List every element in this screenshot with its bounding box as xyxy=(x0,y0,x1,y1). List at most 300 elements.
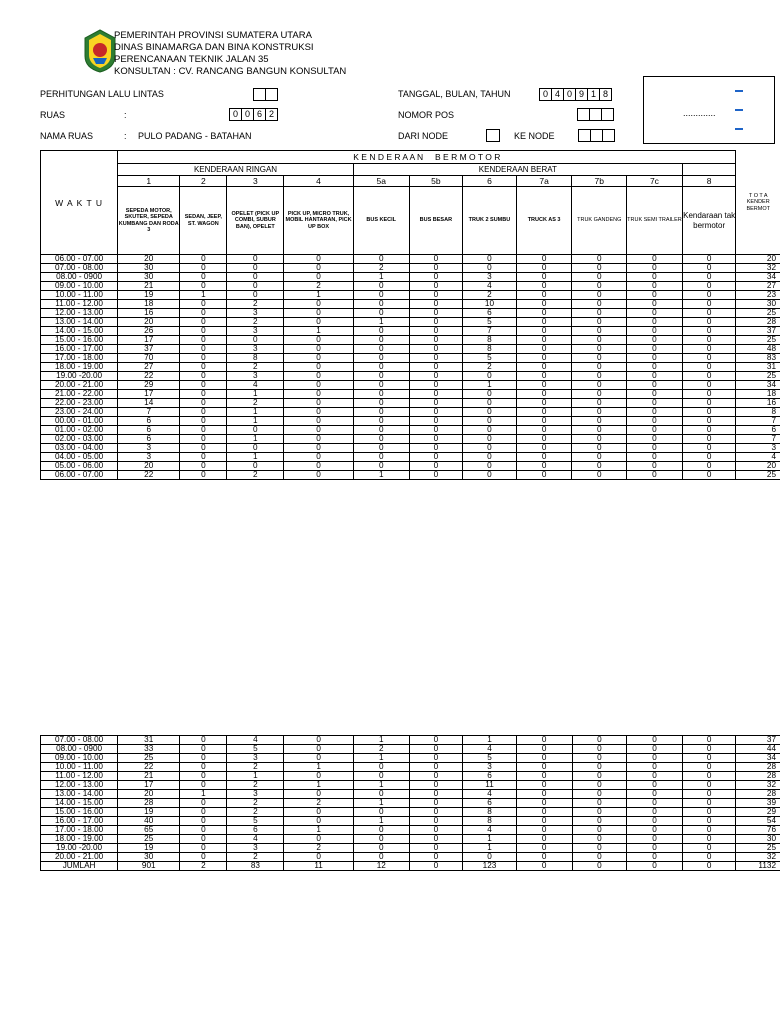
count-cell: 0 xyxy=(516,853,572,862)
total-cell: 37 xyxy=(736,327,780,336)
time-cell: 18.00 - 19.00 xyxy=(41,363,118,372)
count-cell: 0 xyxy=(572,763,627,772)
ruas-digits[interactable]: 0 0 6 2 xyxy=(230,108,278,121)
count-cell: 0 xyxy=(627,444,683,453)
count-cell: 3 xyxy=(227,345,284,354)
count-cell: 11 xyxy=(284,862,354,871)
count-cell: 0 xyxy=(409,444,463,453)
count-cell: 0 xyxy=(627,799,683,808)
count-cell: 0 xyxy=(572,336,627,345)
count-cell: 0 xyxy=(353,327,409,336)
count-cell: 0 xyxy=(682,444,736,453)
count-cell: 1 xyxy=(180,790,227,799)
count-cell: 0 xyxy=(572,745,627,754)
blue-mark xyxy=(735,90,743,92)
dari-node-label: DARI NODE xyxy=(398,131,449,141)
count-cell: 0 xyxy=(627,462,683,471)
count-cell: 0 xyxy=(409,354,463,363)
count-cell: 0 xyxy=(353,390,409,399)
total-cell: 34 xyxy=(736,754,780,763)
total-cell: 16 xyxy=(736,399,780,408)
count-cell: 20 xyxy=(118,318,180,327)
count-cell: 0 xyxy=(180,381,227,390)
count-cell: 0 xyxy=(572,300,627,309)
count-cell: 0 xyxy=(516,826,572,835)
count-cell: 0 xyxy=(180,417,227,426)
count-cell: 2 xyxy=(227,763,284,772)
count-cell: 0 xyxy=(353,453,409,462)
time-cell: 08.00 - 0900 xyxy=(41,745,118,754)
total-cell: 32 xyxy=(736,781,780,790)
count-cell: 17 xyxy=(118,390,180,399)
header-line-1: PEMERINTAH PROVINSI SUMATERA UTARA xyxy=(114,30,312,41)
count-cell: 0 xyxy=(627,817,683,826)
count-cell: 0 xyxy=(682,282,736,291)
count-cell: 0 xyxy=(572,318,627,327)
count-cell: 21 xyxy=(118,282,180,291)
count-cell: 3 xyxy=(118,444,180,453)
ringan-header: KENDERAAN RINGAN xyxy=(118,164,354,176)
time-cell: 14.00 - 15.00 xyxy=(41,327,118,336)
count-cell: 2 xyxy=(227,399,284,408)
count-cell: 0 xyxy=(463,264,517,273)
count-cell: 0 xyxy=(627,381,683,390)
count-cell: 1 xyxy=(180,291,227,300)
count-cell: 0 xyxy=(682,318,736,327)
province-logo xyxy=(82,28,118,74)
count-cell: 0 xyxy=(682,817,736,826)
total-cell: 7 xyxy=(736,435,780,444)
count-cell: 2 xyxy=(180,862,227,871)
count-cell: 0 xyxy=(627,345,683,354)
col-number-4: 4 xyxy=(284,176,354,187)
count-cell: 0 xyxy=(682,435,736,444)
count-cell: 0 xyxy=(180,736,227,745)
count-cell: 20 xyxy=(118,790,180,799)
count-cell: 0 xyxy=(463,853,517,862)
count-cell: 0 xyxy=(516,264,572,273)
total-cell: 27 xyxy=(736,282,780,291)
count-cell: 3 xyxy=(227,754,284,763)
count-cell: 0 xyxy=(627,745,683,754)
count-cell: 0 xyxy=(180,327,227,336)
count-cell: 0 xyxy=(284,853,354,862)
total-cell: 32 xyxy=(736,264,780,273)
nama-ruas-label: NAMA RUAS xyxy=(40,131,94,141)
dari-node-box[interactable] xyxy=(487,129,500,142)
count-cell: 0 xyxy=(284,318,354,327)
total-cell: 7 xyxy=(736,417,780,426)
table-row xyxy=(41,417,780,426)
count-cell: 0 xyxy=(572,808,627,817)
count-cell: 1 xyxy=(463,736,517,745)
count-cell: 0 xyxy=(627,826,683,835)
count-cell: 0 xyxy=(682,408,736,417)
count-cell: 0 xyxy=(284,754,354,763)
time-cell: 13.00 - 14.00 xyxy=(41,318,118,327)
count-cell: 0 xyxy=(682,745,736,754)
count-cell: 0 xyxy=(682,255,736,264)
count-cell: 0 xyxy=(409,471,463,480)
count-cell: 19 xyxy=(118,291,180,300)
count-cell: 0 xyxy=(516,327,572,336)
count-cell: 0 xyxy=(682,808,736,817)
count-cell: 0 xyxy=(572,354,627,363)
col-name-7b: TRUK GANDENG xyxy=(572,187,627,255)
time-cell: 12.00 - 13.00 xyxy=(41,309,118,318)
count-cell: 0 xyxy=(353,300,409,309)
count-cell: 0 xyxy=(227,336,284,345)
count-cell: 0 xyxy=(572,417,627,426)
count-cell: 0 xyxy=(627,291,683,300)
count-cell: 0 xyxy=(409,399,463,408)
count-cell: 0 xyxy=(516,844,572,853)
time-cell: 19.00 -20.00 xyxy=(41,844,118,853)
table-row xyxy=(41,444,780,453)
count-cell: 0 xyxy=(572,426,627,435)
count-cell: 0 xyxy=(180,345,227,354)
ke-node-boxes[interactable] xyxy=(579,129,615,142)
count-cell: 0 xyxy=(463,435,517,444)
count-cell: 0 xyxy=(409,282,463,291)
count-cell: 2 xyxy=(284,799,354,808)
count-cell: 0 xyxy=(572,345,627,354)
count-cell: 0 xyxy=(682,381,736,390)
col-name-2: SEDAN, JEEP, ST. WAGON xyxy=(180,187,227,255)
count-cell: 0 xyxy=(409,790,463,799)
count-cell: 0 xyxy=(516,291,572,300)
count-cell: 0 xyxy=(682,372,736,381)
count-cell: 1 xyxy=(353,273,409,282)
count-cell: 0 xyxy=(180,435,227,444)
count-cell: 0 xyxy=(516,309,572,318)
count-cell: 0 xyxy=(516,772,572,781)
count-cell: 3 xyxy=(463,763,517,772)
count-cell: 0 xyxy=(284,354,354,363)
count-cell: 0 xyxy=(227,255,284,264)
count-cell: 2 xyxy=(353,745,409,754)
count-cell: 30 xyxy=(118,264,180,273)
count-cell: 0 xyxy=(682,835,736,844)
count-cell: 0 xyxy=(682,790,736,799)
count-cell: 0 xyxy=(682,327,736,336)
count-cell: 0 xyxy=(516,381,572,390)
count-cell: 18 xyxy=(118,300,180,309)
count-cell: 1 xyxy=(284,826,354,835)
count-cell: 0 xyxy=(180,390,227,399)
count-cell: 0 xyxy=(409,736,463,745)
total-cell: 54 xyxy=(736,817,780,826)
count-cell: 25 xyxy=(118,754,180,763)
count-cell: 0 xyxy=(180,363,227,372)
count-cell: 0 xyxy=(284,273,354,282)
count-cell: 0 xyxy=(353,835,409,844)
count-cell: 1 xyxy=(353,736,409,745)
count-cell: 0 xyxy=(180,826,227,835)
count-cell: 1 xyxy=(353,799,409,808)
count-cell: 2 xyxy=(227,808,284,817)
blank-cell xyxy=(682,164,736,176)
count-cell: 0 xyxy=(682,363,736,372)
total-cell: 25 xyxy=(736,372,780,381)
count-cell: 0 xyxy=(353,417,409,426)
count-cell: 0 xyxy=(682,754,736,763)
count-cell: 0 xyxy=(284,390,354,399)
count-cell: 2 xyxy=(353,264,409,273)
table-row xyxy=(41,471,780,480)
count-cell: 33 xyxy=(118,745,180,754)
count-cell: 0 xyxy=(516,754,572,763)
total-cell: 28 xyxy=(736,318,780,327)
count-cell: 0 xyxy=(682,426,736,435)
count-cell: 0 xyxy=(284,372,354,381)
total-cell: 37 xyxy=(736,736,780,745)
count-cell: 0 xyxy=(180,255,227,264)
count-cell: 0 xyxy=(463,408,517,417)
count-cell: 0 xyxy=(682,399,736,408)
count-cell: 0 xyxy=(627,318,683,327)
table-title: K E N D E R A A N B E R M O T O R xyxy=(118,151,736,164)
count-cell: 6 xyxy=(118,426,180,435)
count-cell: 0 xyxy=(409,781,463,790)
count-cell: 0 xyxy=(516,390,572,399)
count-cell: 0 xyxy=(353,462,409,471)
count-cell: 0 xyxy=(516,471,572,480)
header-line-2: DINAS BINAMARGA DAN BINA KONSTRUKSI xyxy=(114,42,314,53)
time-cell: 09.00 - 10.00 xyxy=(41,754,118,763)
nomor-pos-boxes[interactable] xyxy=(578,108,614,121)
count-cell: 70 xyxy=(118,354,180,363)
count-cell: 0 xyxy=(180,318,227,327)
count-cell: 0 xyxy=(409,336,463,345)
signature-dots: ............. xyxy=(683,108,716,118)
col-number-6: 6 xyxy=(463,176,517,187)
count-cell: 25 xyxy=(118,835,180,844)
count-cell: 0 xyxy=(353,763,409,772)
count-cell: 0 xyxy=(180,444,227,453)
count-cell: 0 xyxy=(463,255,517,264)
time-cell: 20.00 - 21.00 xyxy=(41,381,118,390)
col-name-8: Kendaraan tak bermotor xyxy=(682,187,736,255)
count-cell: 0 xyxy=(516,300,572,309)
count-cell: 1 xyxy=(284,327,354,336)
count-cell: 0 xyxy=(409,844,463,853)
count-cell: 0 xyxy=(409,772,463,781)
count-cell: 0 xyxy=(353,408,409,417)
count-cell: 0 xyxy=(409,417,463,426)
count-cell: 0 xyxy=(516,354,572,363)
count-cell: 0 xyxy=(180,763,227,772)
count-cell: 6 xyxy=(118,417,180,426)
count-cell: 1 xyxy=(353,817,409,826)
count-cell: 65 xyxy=(118,826,180,835)
waktu-header: W A K T U xyxy=(41,151,118,255)
table-row xyxy=(41,862,780,871)
total-cell: 32 xyxy=(736,853,780,862)
count-cell: 0 xyxy=(409,381,463,390)
total-cell: 6 xyxy=(736,426,780,435)
time-cell: 10.00 - 11.00 xyxy=(41,291,118,300)
time-cell: 16.00 - 17.00 xyxy=(41,817,118,826)
count-cell: 0 xyxy=(353,399,409,408)
total-cell: 25 xyxy=(736,844,780,853)
count-cell: 0 xyxy=(284,417,354,426)
count-cell: 31 xyxy=(118,736,180,745)
count-cell: 0 xyxy=(572,255,627,264)
count-cell: 0 xyxy=(180,853,227,862)
table-row xyxy=(41,435,780,444)
count-cell: 1 xyxy=(227,408,284,417)
count-cell: 0 xyxy=(284,426,354,435)
count-cell: 0 xyxy=(627,273,683,282)
count-cell: 0 xyxy=(353,354,409,363)
count-cell: 0 xyxy=(180,300,227,309)
count-cell: 0 xyxy=(572,799,627,808)
time-cell: 17.00 - 18.00 xyxy=(41,354,118,363)
count-cell: 0 xyxy=(409,291,463,300)
count-cell: 2 xyxy=(227,853,284,862)
count-cell: 1 xyxy=(284,781,354,790)
time-cell: 15.00 - 16.00 xyxy=(41,336,118,345)
count-cell: 0 xyxy=(180,354,227,363)
count-cell: 1 xyxy=(227,390,284,399)
count-cell: 0 xyxy=(572,372,627,381)
count-cell: 0 xyxy=(572,291,627,300)
col-number-5b: 5b xyxy=(409,176,463,187)
count-cell: 0 xyxy=(284,772,354,781)
count-cell: 0 xyxy=(353,309,409,318)
count-cell: 0 xyxy=(516,255,572,264)
count-cell: 0 xyxy=(463,426,517,435)
count-cell: 0 xyxy=(463,453,517,462)
total-cell: 1132 xyxy=(736,862,780,871)
count-cell: 0 xyxy=(682,390,736,399)
count-cell: 0 xyxy=(180,835,227,844)
count-cell: 8 xyxy=(463,336,517,345)
count-cell: 0 xyxy=(572,862,627,871)
count-cell: 0 xyxy=(227,462,284,471)
count-cell: 0 xyxy=(409,318,463,327)
count-cell: 0 xyxy=(409,408,463,417)
count-cell: 8 xyxy=(463,817,517,826)
count-cell: 0 xyxy=(682,417,736,426)
count-cell: 0 xyxy=(682,264,736,273)
blue-mark xyxy=(735,109,743,111)
count-cell: 0 xyxy=(353,336,409,345)
count-cell: 1 xyxy=(353,754,409,763)
count-cell: 0 xyxy=(353,255,409,264)
count-cell: 0 xyxy=(227,426,284,435)
count-cell: 0 xyxy=(516,336,572,345)
header-line-3: PERENCANAAN TEKNIK JALAN 35 xyxy=(114,54,269,65)
count-cell: 0 xyxy=(353,826,409,835)
count-cell: 0 xyxy=(180,426,227,435)
time-cell: JUMLAH xyxy=(41,862,118,871)
col-name-6: TRUK 2 SUMBU xyxy=(463,187,517,255)
count-cell: 0 xyxy=(284,435,354,444)
count-cell: 8 xyxy=(227,354,284,363)
count-cell: 0 xyxy=(682,309,736,318)
total-cell: 25 xyxy=(736,336,780,345)
count-cell: 17 xyxy=(118,336,180,345)
total-cell: 39 xyxy=(736,799,780,808)
table-row xyxy=(41,399,780,408)
count-cell: 5 xyxy=(463,318,517,327)
count-cell: 0 xyxy=(682,300,736,309)
total-header: T O T A KENDER BERMOT xyxy=(736,151,780,255)
count-cell: 0 xyxy=(409,435,463,444)
count-cell: 0 xyxy=(353,363,409,372)
tanggal-digits[interactable]: 0 4 0 9 1 8 xyxy=(540,88,612,101)
time-cell: 07.00 - 08.00 xyxy=(41,264,118,273)
count-cell: 0 xyxy=(180,781,227,790)
count-cell: 21 xyxy=(118,772,180,781)
count-cell: 0 xyxy=(409,754,463,763)
count-cell: 0 xyxy=(353,853,409,862)
perhitungan-boxes[interactable] xyxy=(254,88,278,101)
count-cell: 22 xyxy=(118,763,180,772)
table-row xyxy=(41,408,780,417)
count-cell: 0 xyxy=(627,736,683,745)
time-cell: 07.00 - 08.00 xyxy=(41,736,118,745)
count-cell: 0 xyxy=(682,291,736,300)
count-cell: 0 xyxy=(627,453,683,462)
count-cell: 0 xyxy=(180,309,227,318)
count-cell: 0 xyxy=(572,462,627,471)
count-cell: 0 xyxy=(572,471,627,480)
count-cell: 4 xyxy=(227,835,284,844)
nama-ruas-colon: : xyxy=(124,131,127,141)
count-cell: 0 xyxy=(572,817,627,826)
col-number-7a: 7a xyxy=(516,176,572,187)
count-cell: 0 xyxy=(627,372,683,381)
time-cell: 05.00 - 06.00 xyxy=(41,462,118,471)
traffic-count-table-continued xyxy=(40,735,780,871)
count-cell: 0 xyxy=(516,862,572,871)
count-cell: 0 xyxy=(627,336,683,345)
count-cell: 14 xyxy=(118,399,180,408)
count-cell: 0 xyxy=(682,862,736,871)
count-cell: 17 xyxy=(118,781,180,790)
count-cell: 0 xyxy=(284,381,354,390)
table-row xyxy=(41,426,780,435)
count-cell: 0 xyxy=(627,309,683,318)
count-cell: 0 xyxy=(682,844,736,853)
count-cell: 0 xyxy=(409,808,463,817)
count-cell: 0 xyxy=(284,745,354,754)
time-cell: 12.00 - 13.00 xyxy=(41,781,118,790)
count-cell: 0 xyxy=(627,808,683,817)
count-cell: 2 xyxy=(227,799,284,808)
blue-mark xyxy=(735,128,743,130)
count-cell: 0 xyxy=(572,309,627,318)
count-cell: 0 xyxy=(409,862,463,871)
count-cell: 0 xyxy=(627,264,683,273)
time-cell: 20.00 - 21.00 xyxy=(41,853,118,862)
count-cell: 1 xyxy=(227,435,284,444)
time-cell: 19.00 -20.00 xyxy=(41,372,118,381)
count-cell: 0 xyxy=(627,763,683,772)
count-cell: 0 xyxy=(227,282,284,291)
count-cell: 20 xyxy=(118,462,180,471)
count-cell: 0 xyxy=(180,754,227,763)
total-cell: 23 xyxy=(736,291,780,300)
count-cell: 83 xyxy=(227,862,284,871)
time-cell: 06.00 - 07.00 xyxy=(41,255,118,264)
time-cell: 00.00 - 01.00 xyxy=(41,417,118,426)
total-cell: 20 xyxy=(736,462,780,471)
count-cell: 0 xyxy=(682,471,736,480)
